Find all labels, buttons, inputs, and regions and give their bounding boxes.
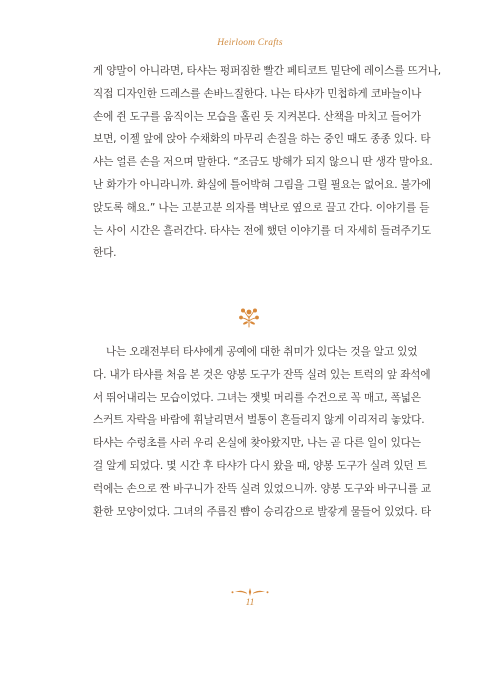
text-line: 손에 쥔 도구를 움직이는 모습을 홀린 듯 지켜본다. 산책을 마치고 들어가 bbox=[93, 110, 421, 123]
body-paragraph-1 bbox=[93, 60, 441, 265]
page-number: 11 bbox=[245, 598, 255, 608]
text-line: 는 사이 시간은 흘러간다. 타샤는 전에 했던 이야기를 더 자세히 들려주기도 bbox=[93, 224, 431, 237]
text-line: 환한 모양이었다. 그녀의 주름진 뺨이 승리감으로 발갛게 물들어 있었다. 타 bbox=[93, 505, 431, 518]
text-line: 럭에는 손으로 짠 바구니가 잔뜩 실려 있었으니까. 양봉 도구와 바구니를 교 bbox=[93, 482, 431, 495]
running-header: Heirloom Crafts bbox=[217, 38, 283, 48]
text-line: 게 양말이 아니라면, 타샤는 펑퍼짐한 빨간 페티코트 밑단에 레이스를 뜨거나, bbox=[93, 65, 441, 77]
text-line: 스커트 자락을 바람에 휘날리면서 벌통이 흔들리지 않게 이리저리 놓았다. bbox=[93, 414, 425, 427]
text-line: 타샤는 수렁초를 사러 우리 온실에 찾아왔지만, 나는 곧 다른 일이 있다는 bbox=[93, 437, 421, 450]
text-line: 앉도록 해요.” 나는 고분고분 의자를 벽난로 옆으로 끌고 간다. 이야기를 듣 bbox=[93, 201, 430, 214]
text-line: 직접 디자인한 드레스를 손바느질한다. 나는 타샤가 민첩하게 코바늘이나 bbox=[93, 87, 422, 100]
text-line: 한다. bbox=[93, 247, 117, 260]
text-line: 난 화가가 아니라니까. 화실에 틀어박혀 그림을 그릴 필요는 없어요. 불가에 bbox=[93, 178, 431, 191]
text-line: 보면, 이젤 앞에 앉아 수채화의 마무리 손질을 하는 중인 때도 종종 있다. 타 bbox=[93, 133, 431, 146]
text-line: 다. 내가 타샤를 처음 본 것은 양봉 도구가 잔뜩 실려 있는 트럭의 앞 좌석에 bbox=[93, 368, 431, 381]
text-line: 나는 오래전부터 타샤에게 공예에 대한 취미가 있다는 것을 알고 있었 bbox=[106, 346, 418, 358]
floral-sprig-icon bbox=[236, 306, 262, 328]
text-line: 서 뛰어내리는 모습이었다. 그녀는 잿빛 머리를 수건으로 꼭 매고, 폭넓은 bbox=[93, 391, 421, 404]
body-paragraph-2 bbox=[93, 341, 431, 523]
text-line: 걸 알게 되었다. 몇 시간 후 타샤가 다시 왔을 때, 양봉 도구가 실려 있던 트 bbox=[93, 459, 427, 472]
text-line: 샤는 얼른 손을 저으며 말한다. “조금도 방해가 되지 않으니 딴 생각 말아요. bbox=[93, 156, 433, 169]
leaf-flourish-icon bbox=[228, 587, 272, 597]
